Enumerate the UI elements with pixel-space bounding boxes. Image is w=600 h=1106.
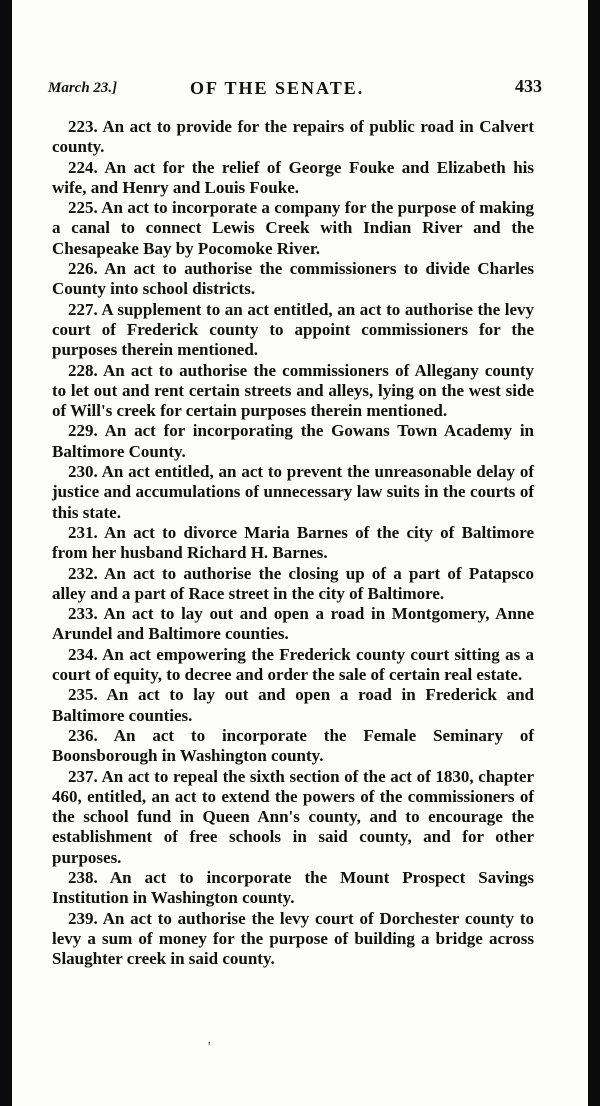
act-number: 228. [68, 360, 98, 380]
act-entry [52, 564, 534, 605]
act-number: 238. [68, 867, 98, 887]
act-number: 237. [68, 766, 98, 786]
act-entry [52, 421, 534, 462]
act-entry [52, 868, 534, 909]
act-entry [52, 685, 534, 726]
scan-right-edge [588, 0, 600, 1106]
act-number: 236. [68, 725, 98, 745]
act-entry [52, 909, 534, 970]
act-text: An act to authorise the closing up of a part of Patapsco alley and a part of Race street in the city of Baltimore. [52, 563, 534, 603]
act-entry [52, 767, 534, 868]
act-number: 239. [68, 908, 98, 928]
act-text: An act for incorporating the Gowans Town Academy in Baltimore County. [52, 421, 535, 461]
header-title: OF THE SENATE. [190, 78, 365, 98]
act-entry [52, 604, 534, 645]
act-number: 227. [68, 299, 98, 319]
acts-list [52, 117, 534, 969]
act-entry [52, 645, 534, 686]
act-text: An act to authorise the levy court of Dorchester county to levy a sum of money for the purpose of building a bridge across Slaughter creek in said county. [52, 908, 535, 969]
act-text: An act to repeal the sixth section of the act of 1830, chapter 460, entitled, an act to extend the powers of the commissioners of the school fund in Queen Ann's county, and to encourage the establishment of free schools in said county, and for other purposes. [52, 766, 534, 867]
act-entry [52, 198, 534, 259]
act-number: 224. [68, 157, 98, 177]
act-text: An act empowering the Frederick county court sitting as a court of equity, to decree and order the sale of certain real estate. [52, 644, 535, 685]
act-text: An act to incorporate the Mount Prospect Savings Institution in Washington county. [52, 867, 535, 908]
act-text: An act to incorporate the Female Seminary of Boonsborough in Washington county. [52, 725, 535, 766]
act-text: An act to provide for the repairs of public road in Calvert county. [52, 117, 534, 157]
act-entry [52, 726, 534, 767]
page-header [48, 76, 542, 104]
act-text: An act to lay out and open a road in Montgomery, Anne Arundel and Baltimore counties. [52, 604, 534, 644]
act-text: An act for the relief of George Fouke and Elizabeth his wife, and Henry and Louis Fouke. [52, 157, 535, 197]
page-number: 433 [515, 76, 542, 96]
act-entry [52, 462, 534, 523]
header-date: March 23.] [48, 80, 118, 96]
act-number: 234. [68, 644, 98, 664]
act-number: 233. [68, 604, 98, 624]
act-number: 230. [68, 462, 98, 482]
act-number: 231. [68, 522, 98, 542]
scan-speck: ' [208, 1040, 211, 1055]
act-text: An act to authorise the commissioners to divide Charles County into school districts. [52, 259, 534, 299]
act-text: An act to divorce Maria Barnes of the city of Baltimore from her husband Richard H. Barnes. [52, 522, 535, 563]
act-text: An act to authorise the commissioners of Allegany county to let out and rent certain streets and alleys, lying on the west side of Will's creek for certain purposes therein mentioned. [52, 360, 535, 421]
act-number: 235. [68, 685, 98, 705]
act-text: An act to incorporate a company for the purpose of making a canal to connect Lewis Creek with Indian River and the Chesapeake Bay by Pocomoke River. [52, 198, 534, 258]
act-entry [52, 361, 534, 422]
act-number: 232. [68, 563, 98, 583]
act-number: 226. [68, 259, 98, 279]
act-text: A supplement to an act entitled, an act to authorise the levy court of Frederick county to appoint commissioners for the purposes therein mentioned. [52, 299, 534, 360]
act-number: 229. [68, 421, 98, 441]
act-entry [52, 117, 534, 158]
act-entry [52, 259, 534, 300]
act-entry [52, 523, 534, 564]
act-entry [52, 158, 534, 199]
act-number: 223. [68, 117, 98, 136]
act-entry [52, 300, 534, 361]
scan-left-edge [0, 0, 12, 1106]
act-number: 225. [68, 198, 98, 218]
act-text: An act entitled, an act to prevent the unreasonable delay of justice and accumulations of unnecessary law suits in the courts of this state. [52, 462, 535, 522]
act-text: An act to lay out and open a road in Frederick and Baltimore counties. [52, 685, 534, 725]
